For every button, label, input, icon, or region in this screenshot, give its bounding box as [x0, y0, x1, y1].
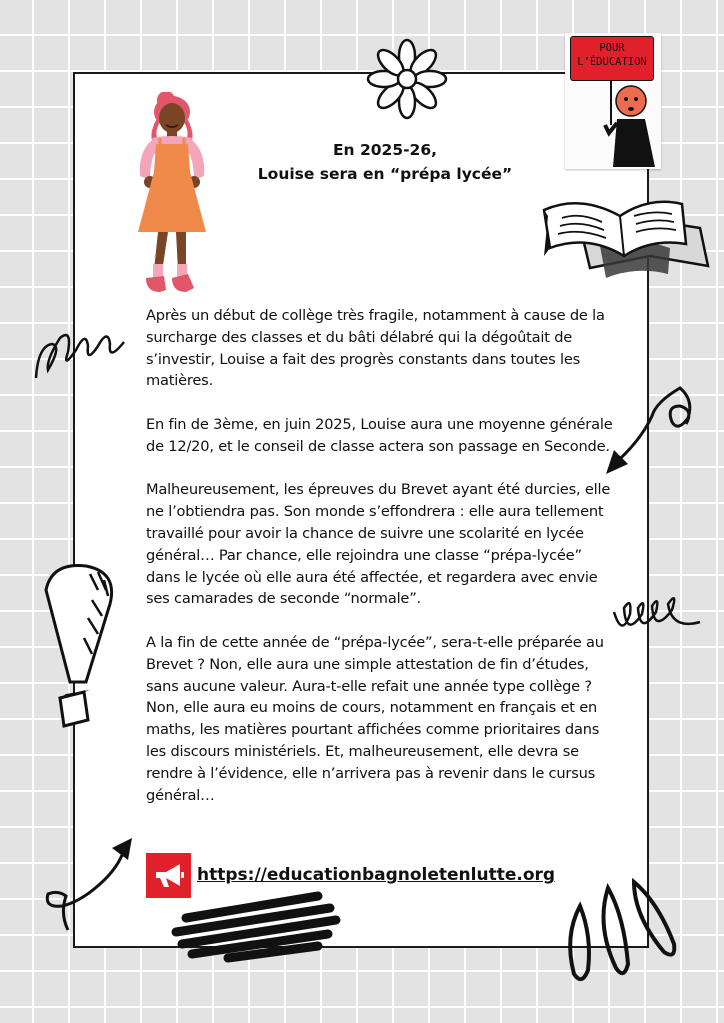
oval-loops	[558, 876, 688, 992]
exclamation-icon	[36, 560, 120, 732]
paragraph-2: En fin de 3ème, en juin 2025, Louise aura une moyenne générale de 12/20, et le conseil de classe actera son passage en Seconde.	[146, 415, 613, 455]
paragraph-4: A la fin de cette année de “prépa-lycée”, sera-t-elle préparée au Brevet ? Non, elle aura une simple attestation de fin d’études, sans aucune valeur. Aura-t-elle refait une année type collège ? Non, elle aura eu moins de cours, notamment en français et en maths, les matières pourtant affichées comme prioritaires dans les discours ministériels. Et, malheureusement, elle devra se rendre à l’évidence, elle n’arrivera pas à revenir dans le cursus général…	[146, 633, 604, 804]
paragraph-1: Après un début de collège très fragile, notamment à cause de la surcharge des classes et du bâti délabré qui la dégoûtait de s’investir, Louise a fait des progrès constants dans toutes les matières.	[146, 307, 605, 390]
megaphone-icon	[146, 853, 191, 898]
loop-squiggle-left	[32, 316, 134, 386]
website-link-row[interactable]	[146, 852, 555, 898]
website-link[interactable]: https://educationbagnoletenlutte.org	[197, 865, 556, 885]
title-line-1: En 2025-26,	[332, 141, 438, 159]
flower-icon	[366, 38, 448, 120]
title-line-2: Louise sera en “prépa lycée”	[257, 165, 513, 183]
girl-illustration	[128, 92, 214, 304]
sign-line-2: L’ÉDUCATION	[577, 56, 647, 68]
protest-sign-image	[565, 33, 661, 169]
paragraph-3: Malheureusement, les épreuves du Brevet ayant été durcies, elle ne l’obtiendra pas. Son monde s’effondrera : elle aura tellement travaillé pour avoir la chance de suivre une scolarité en lycée général… Par chance, elle rejoindra une classe “prépa-lycée” dans le lycée où elle aura été affectée, et regardera avec envie ses camarades de seconde “normale”.	[146, 481, 611, 608]
protester-figure	[565, 33, 661, 169]
curved-arrow-left	[40, 836, 136, 936]
loop-squiggle-right	[610, 578, 706, 648]
open-book-icon	[540, 186, 715, 296]
page-title	[245, 138, 525, 186]
article-body	[146, 305, 616, 828]
black-scribble	[168, 888, 344, 964]
sign-line-1: POUR	[599, 42, 625, 54]
